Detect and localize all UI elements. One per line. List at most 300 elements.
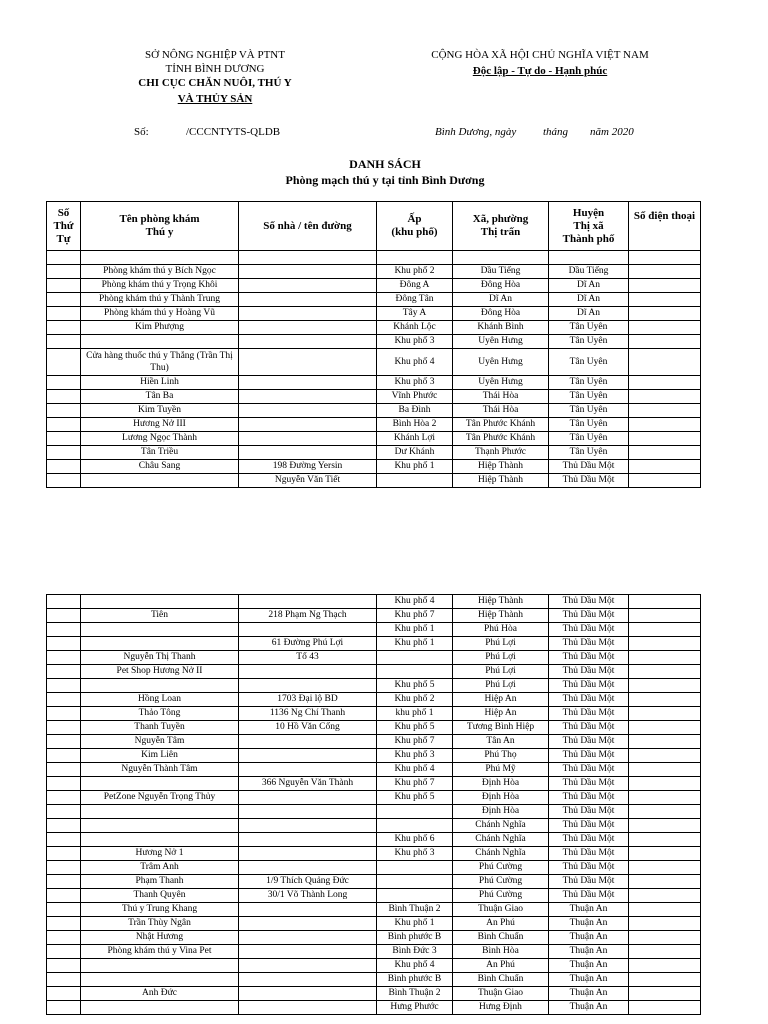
- cell-name: Nhật Hương: [81, 931, 239, 945]
- table-row: [47, 959, 701, 973]
- cell-huyen: Thuận An: [549, 987, 629, 1001]
- table-row: [47, 833, 701, 847]
- cell-ap: Khu phố 7: [377, 609, 453, 623]
- cell-huyen: Thủ Dầu Một: [549, 609, 629, 623]
- cell-street: [239, 917, 377, 931]
- cell-phone: [629, 791, 701, 805]
- cell-huyen: Thuận An: [549, 959, 629, 973]
- cell-xa: Thuận Giao: [453, 987, 549, 1001]
- cell-ap: Khánh Lợi: [377, 432, 453, 446]
- cell-huyen: Thủ Dầu Một: [549, 805, 629, 819]
- cell-stt: [47, 819, 81, 833]
- cell-phone: [629, 637, 701, 651]
- cell-stt: [47, 307, 81, 321]
- cell-street: 30/1 Võ Thành Long: [239, 889, 377, 903]
- cell-street: 1703 Đại lộ BD: [239, 693, 377, 707]
- cell-xa: Phú Cường: [453, 875, 549, 889]
- doc-date-place: Bình Dương, ngày: [435, 126, 517, 138]
- cell-ap: Khu phố 4: [377, 763, 453, 777]
- cell-xa: Uyên Hưng: [453, 349, 549, 376]
- cell-stt: [47, 623, 81, 637]
- agency-header: [110, 48, 320, 107]
- cell-stt: [47, 973, 81, 987]
- cell-ap: Bình phước B: [377, 931, 453, 945]
- cell-street: [239, 1001, 377, 1015]
- cell-huyen: Tân Uyên: [549, 390, 629, 404]
- cell-stt: [47, 1001, 81, 1015]
- table-row: [47, 749, 701, 763]
- table-row: [47, 707, 701, 721]
- cell-ap: Tây A: [377, 307, 453, 321]
- cell-xa: Dĩ An: [453, 293, 549, 307]
- cell-street: [239, 418, 377, 432]
- table-row: [47, 679, 701, 693]
- cell-huyen: Tân Uyên: [549, 349, 629, 376]
- agency-line-4: VÀ THỦY SẢN: [177, 93, 253, 105]
- cell-huyen: Tân Uyên: [549, 446, 629, 460]
- cell-xa: Đông Hòa: [453, 307, 549, 321]
- cell-ap: Bình Hòa 2: [377, 418, 453, 432]
- cell-street: 198 Đường Yersin: [239, 460, 377, 474]
- cell-stt: [47, 265, 81, 279]
- cell-xa: Phú Mỹ: [453, 763, 549, 777]
- table-row: [47, 446, 701, 460]
- cell-name: [81, 251, 239, 265]
- cell-street: 218 Phạm Ng Thạch: [239, 609, 377, 623]
- cell-huyen: Tân Uyên: [549, 335, 629, 349]
- cell-huyen: Tân Uyên: [549, 418, 629, 432]
- cell-xa: Phú Lợi: [453, 665, 549, 679]
- cell-xa: Tương Bình Hiệp: [453, 721, 549, 735]
- document-title: DANH SÁCH: [349, 157, 421, 171]
- cell-stt: [47, 959, 81, 973]
- cell-huyen: Thủ Dầu Một: [549, 875, 629, 889]
- doc-number-label: Số:: [134, 126, 149, 138]
- col-header-huyen: [549, 202, 629, 251]
- cell-ap: [377, 819, 453, 833]
- cell-xa: Định Hòa: [453, 805, 549, 819]
- table-row: [47, 376, 701, 390]
- table-row: [47, 418, 701, 432]
- col-header-name-line: Tên phòng khám: [119, 213, 200, 225]
- table-row: [47, 847, 701, 861]
- cell-name: Tân Triều: [81, 446, 239, 460]
- cell-huyen: Tân Uyên: [549, 404, 629, 418]
- col-header-xa-line: Xã, phường: [472, 213, 529, 225]
- cell-street: [239, 251, 377, 265]
- cell-xa: Bình Hòa: [453, 945, 549, 959]
- table-row: [47, 791, 701, 805]
- cell-xa: Phú Lợi: [453, 651, 549, 665]
- cell-phone: [629, 609, 701, 623]
- cell-stt: [47, 349, 81, 376]
- cell-xa: Tân An: [453, 735, 549, 749]
- cell-name: Thú y Trung Khang: [81, 903, 239, 917]
- cell-phone: [629, 959, 701, 973]
- cell-stt: [47, 474, 81, 488]
- cell-ap: Bình Thuận 2: [377, 987, 453, 1001]
- cell-street: [239, 265, 377, 279]
- cell-phone: [629, 875, 701, 889]
- cell-street: [239, 791, 377, 805]
- cell-xa: Phú Cường: [453, 889, 549, 903]
- cell-ap: Khu phố 4: [377, 959, 453, 973]
- cell-xa: Chánh Nghĩa: [453, 819, 549, 833]
- cell-xa: Thuận Giao: [453, 903, 549, 917]
- cell-huyen: Dĩ An: [549, 279, 629, 293]
- col-header-phone: Số điện thoại: [629, 202, 701, 251]
- cell-street: [239, 819, 377, 833]
- cell-huyen: Thuận An: [549, 931, 629, 945]
- table-row: [47, 875, 701, 889]
- cell-street: 61 Đường Phú Lợi: [239, 637, 377, 651]
- cell-phone: [629, 931, 701, 945]
- cell-huyen: Thủ Dầu Một: [549, 693, 629, 707]
- table-row: [47, 460, 701, 474]
- cell-ap: Ba Đình: [377, 404, 453, 418]
- cell-ap: khu phố 1: [377, 707, 453, 721]
- cell-phone: [629, 987, 701, 1001]
- cell-street: [239, 861, 377, 875]
- cell-ap: Khu phố 7: [377, 777, 453, 791]
- cell-stt: [47, 889, 81, 903]
- col-header-huyen-line: Thị xã: [573, 219, 604, 232]
- cell-name: Tân Ba: [81, 390, 239, 404]
- cell-street: [239, 903, 377, 917]
- col-header-huyen-line: Huyện: [572, 206, 605, 219]
- cell-huyen: Thủ Dầu Một: [549, 637, 629, 651]
- cell-stt: [47, 321, 81, 335]
- cell-name: Hương Nở 1: [81, 847, 239, 861]
- cell-street: 10 Hồ Văn Cống: [239, 721, 377, 735]
- cell-phone: [629, 390, 701, 404]
- cell-phone: [629, 693, 701, 707]
- cell-stt: [47, 833, 81, 847]
- cell-phone: [629, 335, 701, 349]
- cell-name: Hiền Linh: [81, 376, 239, 390]
- table-row: [47, 721, 701, 735]
- national-motto: [410, 48, 670, 79]
- cell-xa: Tân Phước Khánh: [453, 418, 549, 432]
- cell-xa: Phú Lợi: [453, 679, 549, 693]
- agency-line-1: SỞ NÔNG NGHIỆP VÀ PTNT: [145, 49, 285, 61]
- cell-ap: Khu phố 2: [377, 265, 453, 279]
- cell-ap: Khu phố 3: [377, 847, 453, 861]
- cell-name: Phòng khám thú y Hoàng Vũ: [81, 307, 239, 321]
- cell-xa: Định Hòa: [453, 791, 549, 805]
- cell-xa: Phú Cường: [453, 861, 549, 875]
- cell-ap: [377, 665, 453, 679]
- table-row: [47, 609, 701, 623]
- cell-ap: Khu phố 1: [377, 460, 453, 474]
- cell-street: Nguyễn Văn Tiết: [239, 474, 377, 488]
- cell-phone: [629, 460, 701, 474]
- table-row: [47, 474, 701, 488]
- clinic-table-2: [46, 594, 701, 1015]
- cell-huyen: Thủ Dầu Một: [549, 763, 629, 777]
- cell-huyen: Tân Uyên: [549, 432, 629, 446]
- cell-xa: Hiệp Thành: [453, 595, 549, 609]
- table-row: [47, 404, 701, 418]
- cell-street: [239, 349, 377, 376]
- cell-phone: [629, 889, 701, 903]
- cell-street: [239, 307, 377, 321]
- table-row: [47, 335, 701, 349]
- cell-ap: Khu phố 5: [377, 679, 453, 693]
- col-header-stt: [47, 202, 81, 251]
- cell-stt: [47, 460, 81, 474]
- table-row: [47, 637, 701, 651]
- cell-ap: Khu phố 7: [377, 735, 453, 749]
- cell-street: 1136 Ng Chí Thanh: [239, 707, 377, 721]
- cell-name: [81, 335, 239, 349]
- cell-stt: [47, 637, 81, 651]
- cell-phone: [629, 307, 701, 321]
- cell-stt: [47, 721, 81, 735]
- table-row: [47, 251, 701, 265]
- cell-stt: [47, 875, 81, 889]
- cell-phone: [629, 721, 701, 735]
- cell-phone: [629, 279, 701, 293]
- cell-name: Nguyễn Thành Tâm: [81, 763, 239, 777]
- cell-xa: Hiệp An: [453, 693, 549, 707]
- cell-ap: [377, 805, 453, 819]
- cell-huyen: [549, 251, 629, 265]
- cell-stt: [47, 679, 81, 693]
- cell-phone: [629, 945, 701, 959]
- cell-ap: Khu phố 3: [377, 335, 453, 349]
- cell-stt: [47, 749, 81, 763]
- col-header-huyen-line: Thành phố: [562, 232, 615, 245]
- cell-huyen: Dầu Tiếng: [549, 265, 629, 279]
- cell-name: [81, 1001, 239, 1015]
- cell-ap: Khu phố 1: [377, 637, 453, 651]
- cell-street: [239, 959, 377, 973]
- cell-street: [239, 763, 377, 777]
- cell-xa: Chánh Nghĩa: [453, 847, 549, 861]
- cell-name: Phòng khám thú y Trọng Khôi: [81, 279, 239, 293]
- motto-line-1: CỘNG HÒA XÃ HỘI CHỦ NGHĨA VIỆT NAM: [431, 49, 649, 61]
- cell-ap: Bình phước B: [377, 973, 453, 987]
- cell-stt: [47, 735, 81, 749]
- cell-huyen: Tân Uyên: [549, 376, 629, 390]
- cell-ap: Khánh Lộc: [377, 321, 453, 335]
- table-row: [47, 861, 701, 875]
- cell-huyen: Thủ Dầu Một: [549, 651, 629, 665]
- cell-name: Phòng khám thú y Bích Ngọc: [81, 265, 239, 279]
- col-header-name: [81, 202, 239, 251]
- cell-phone: [629, 861, 701, 875]
- cell-huyen: Thủ Dầu Một: [549, 665, 629, 679]
- col-header-stt-line: Thứ: [53, 219, 74, 232]
- cell-stt: [47, 917, 81, 931]
- cell-phone: [629, 805, 701, 819]
- cell-stt: [47, 376, 81, 390]
- table-row: [47, 321, 701, 335]
- cell-huyen: Thuận An: [549, 973, 629, 987]
- cell-stt: [47, 763, 81, 777]
- cell-phone: [629, 595, 701, 609]
- table-row: [47, 595, 701, 609]
- cell-stt: [47, 777, 81, 791]
- cell-name: [81, 474, 239, 488]
- cell-huyen: Thuận An: [549, 917, 629, 931]
- cell-name: Hương Nở III: [81, 418, 239, 432]
- cell-stt: [47, 945, 81, 959]
- doc-number-value: /CCCNTYTS-QLDB: [186, 126, 281, 138]
- table-row: [47, 693, 701, 707]
- table-row: [47, 987, 701, 1001]
- cell-stt: [47, 335, 81, 349]
- cell-xa: Thái Hòa: [453, 404, 549, 418]
- cell-phone: [629, 917, 701, 931]
- table-row: [47, 805, 701, 819]
- cell-stt: [47, 404, 81, 418]
- cell-huyen: Thủ Dầu Một: [549, 889, 629, 903]
- cell-ap: Đông Tân: [377, 293, 453, 307]
- cell-stt: [47, 651, 81, 665]
- cell-huyen: Thuận An: [549, 903, 629, 917]
- cell-huyen: Thủ Dầu Một: [549, 791, 629, 805]
- doc-date-month: tháng: [543, 126, 569, 138]
- cell-stt: [47, 665, 81, 679]
- cell-ap: Đông A: [377, 279, 453, 293]
- cell-ap: Khu phố 3: [377, 376, 453, 390]
- cell-name: Châu Sang: [81, 460, 239, 474]
- cell-huyen: Thủ Dầu Một: [549, 721, 629, 735]
- cell-phone: [629, 418, 701, 432]
- cell-stt: [47, 931, 81, 945]
- table-row: [47, 307, 701, 321]
- cell-name: Lương Ngọc Thành: [81, 432, 239, 446]
- cell-ap: Bình Thuận 2: [377, 903, 453, 917]
- cell-xa: Thái Hòa: [453, 390, 549, 404]
- doc-date-year: năm 2020: [590, 126, 634, 138]
- table-header-row: [47, 202, 701, 251]
- cell-huyen: Thủ Dầu Một: [549, 777, 629, 791]
- cell-street: [239, 987, 377, 1001]
- col-header-stt-line: Số: [57, 206, 70, 219]
- cell-xa: Uyên Hưng: [453, 335, 549, 349]
- cell-street: [239, 833, 377, 847]
- clinic-table-2-body: [47, 595, 701, 1015]
- cell-huyen: Thủ Dầu Một: [549, 819, 629, 833]
- cell-street: [239, 390, 377, 404]
- cell-name: Nguyễn Tâm: [81, 735, 239, 749]
- cell-phone: [629, 623, 701, 637]
- cell-huyen: Thủ Dầu Một: [549, 833, 629, 847]
- cell-xa: Khánh Bình: [453, 321, 549, 335]
- cell-street: [239, 293, 377, 307]
- cell-ap: [377, 251, 453, 265]
- cell-street: [239, 749, 377, 763]
- cell-xa: Uyên Hưng: [453, 376, 549, 390]
- cell-street: Tổ 43: [239, 651, 377, 665]
- cell-ap: [377, 889, 453, 903]
- cell-street: [239, 432, 377, 446]
- col-header-ap: [377, 202, 453, 251]
- cell-name: Kim Phượng: [81, 321, 239, 335]
- table-row: [47, 390, 701, 404]
- table-row: [47, 945, 701, 959]
- cell-street: [239, 335, 377, 349]
- cell-stt: [47, 446, 81, 460]
- table-row: [47, 623, 701, 637]
- cell-huyen: Thủ Dầu Một: [549, 623, 629, 637]
- table-row: [47, 1001, 701, 1015]
- cell-xa: Bình Chuẩn: [453, 973, 549, 987]
- cell-name: [81, 623, 239, 637]
- cell-street: 366 Nguyễn Văn Thành: [239, 777, 377, 791]
- cell-name: [81, 637, 239, 651]
- motto-line-2: Độc lập - Tự do - Hạnh phúc: [472, 65, 608, 77]
- cell-ap: [377, 875, 453, 889]
- cell-stt: [47, 903, 81, 917]
- cell-name: Kim Tuyền: [81, 404, 239, 418]
- table-row: [47, 931, 701, 945]
- cell-xa: Đông Hòa: [453, 279, 549, 293]
- cell-phone: [629, 321, 701, 335]
- cell-street: [239, 623, 377, 637]
- cell-stt: [47, 693, 81, 707]
- cell-stt: [47, 707, 81, 721]
- cell-ap: Hưng Phước: [377, 1001, 453, 1015]
- cell-street: [239, 679, 377, 693]
- cell-name: PetZone Nguyễn Trọng Thủy: [81, 791, 239, 805]
- cell-stt: [47, 279, 81, 293]
- col-header-street: Số nhà / tên đường: [239, 202, 377, 251]
- cell-phone: [629, 763, 701, 777]
- cell-name: [81, 973, 239, 987]
- cell-street: [239, 847, 377, 861]
- table-row: [47, 777, 701, 791]
- cell-huyen: Thủ Dầu Một: [549, 460, 629, 474]
- cell-phone: [629, 819, 701, 833]
- clinic-table-1: [46, 201, 701, 488]
- cell-stt: [47, 595, 81, 609]
- cell-stt: [47, 987, 81, 1001]
- cell-huyen: Thủ Dầu Một: [549, 735, 629, 749]
- cell-phone: [629, 251, 701, 265]
- cell-name: [81, 595, 239, 609]
- cell-xa: Hiệp Thành: [453, 474, 549, 488]
- cell-phone: [629, 265, 701, 279]
- col-header-xa: [453, 202, 549, 251]
- cell-phone: [629, 349, 701, 376]
- cell-stt: [47, 847, 81, 861]
- cell-ap: Bình Đức 3: [377, 945, 453, 959]
- cell-xa: Định Hòa: [453, 777, 549, 791]
- cell-name: [81, 805, 239, 819]
- table-row: [47, 432, 701, 446]
- cell-phone: [629, 847, 701, 861]
- cell-street: [239, 665, 377, 679]
- cell-ap: [377, 861, 453, 875]
- cell-ap: Khu phố 6: [377, 833, 453, 847]
- cell-street: [239, 805, 377, 819]
- cell-name: Pet Shop Hương Nở II: [81, 665, 239, 679]
- cell-name: [81, 833, 239, 847]
- cell-ap: Khu phố 5: [377, 791, 453, 805]
- table-row: [47, 903, 701, 917]
- cell-name: Trần Thùy Ngân: [81, 917, 239, 931]
- table-row: [47, 889, 701, 903]
- cell-ap: Khu phố 4: [377, 349, 453, 376]
- document-subtitle: Phòng mạch thú y tại tỉnh Bình Dương: [285, 173, 485, 187]
- cell-ap: [377, 474, 453, 488]
- cell-ap: Vĩnh Phước: [377, 390, 453, 404]
- cell-phone: [629, 376, 701, 390]
